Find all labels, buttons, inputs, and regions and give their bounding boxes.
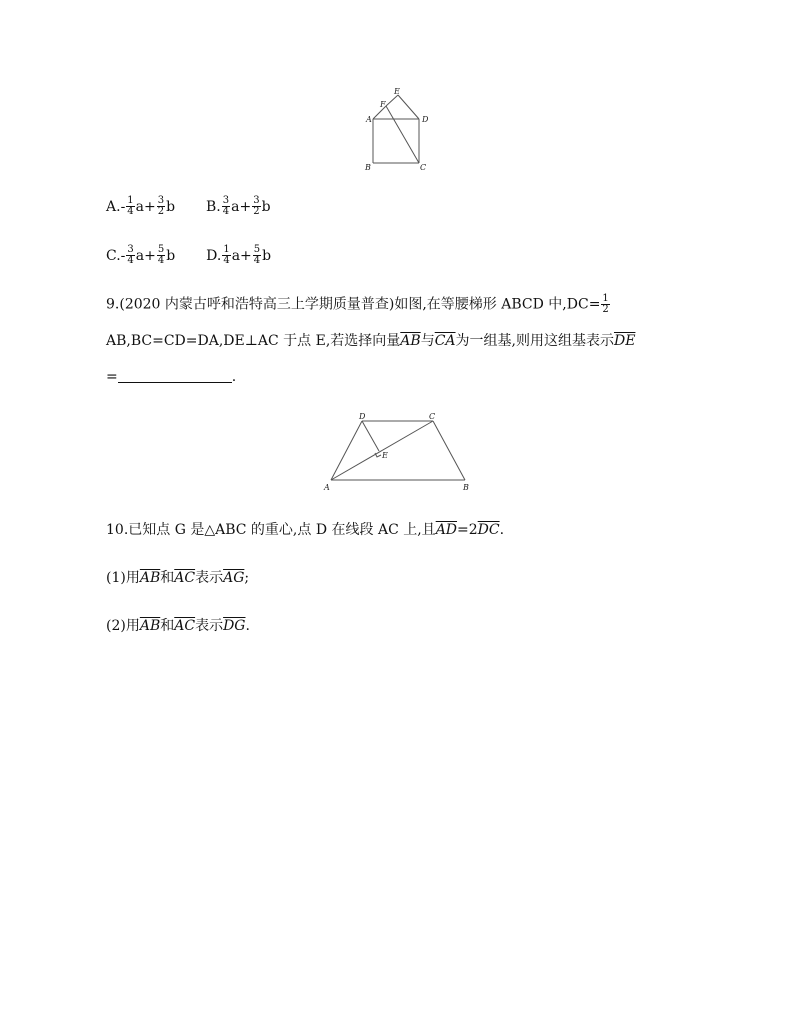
option-c: C.- $\frac{3}{4}$ a+ $\frac{5}{4}$ b xyxy=(106,244,176,266)
fraction: $\frac{3}{2}$ xyxy=(253,195,260,217)
vector-ac: $\overline{AC}$ xyxy=(174,570,196,586)
q9-line-1: 9.(2020 内蒙古呼和浩特高三上学期质量普查)如图,在等腰梯形 ABCD 中,DC= $\frac{1}{2}$ xyxy=(106,293,609,315)
edge-ed xyxy=(398,95,419,119)
fraction: $\frac{1}{4}$ xyxy=(223,244,230,266)
fraction: $\frac{3}{2}$ xyxy=(157,195,165,217)
fraction: $\frac{3}{4}$ xyxy=(127,244,134,266)
label-c: C xyxy=(420,163,427,172)
answer-blank[interactable] xyxy=(118,368,232,383)
q10-stem: 10.已知点 G 是△ABC 的重心,点 D 在线段 AC 上,且$\overline{AD}=2\overline{DC}$. xyxy=(106,522,505,538)
vector-dg: $\overline{DG}$ xyxy=(223,618,246,634)
option-a: A.- $\frac{1}{4}$ a+ $\frac{3}{2}$ b xyxy=(106,195,176,217)
fraction: $\frac{5}{4}$ xyxy=(253,244,261,266)
vector-ab: $\overline{AB}$ xyxy=(139,570,161,586)
label-d: D xyxy=(359,412,366,421)
fraction: $\frac{5}{4}$ xyxy=(157,244,165,266)
option-d: D. $\frac{1}{4}$ a+ $\frac{5}{4}$ b xyxy=(206,244,272,266)
q10-sub-1: (1)用$\overline{AB}$和$\overline{AC}$表示$\overline{AG}$; xyxy=(106,570,250,586)
vector-ag: $\overline{AG}$ xyxy=(223,570,245,586)
q9-line-3: = . xyxy=(106,369,237,385)
label-f: F xyxy=(380,100,386,109)
label-a: A xyxy=(324,483,330,492)
label-a: A xyxy=(366,115,372,124)
vector-ac: $\overline{AC}$ xyxy=(174,618,196,634)
q8-options-row-2 xyxy=(106,245,271,266)
vector-ca: $\overline{CA}$ xyxy=(434,333,456,349)
label-c: C xyxy=(429,412,436,421)
square-figure xyxy=(360,85,440,175)
edge-fe xyxy=(386,95,398,106)
vector-ab: $\overline{AB}$ xyxy=(139,618,161,634)
trapezoid-figure xyxy=(320,410,480,494)
edge-bc xyxy=(433,421,465,480)
fraction-dc: $\frac{1}{2}$ xyxy=(602,293,609,315)
label-b: B xyxy=(365,163,371,172)
label-d: D xyxy=(422,115,429,124)
label-b: B xyxy=(463,483,469,492)
q8-options-row-1 xyxy=(106,196,271,217)
fraction: $\frac{1}{4}$ xyxy=(127,195,134,217)
q9-line-2: AB,BC=CD=DA,DE⊥AC 于点 E,若选择向量$\overline{AB}$与$\overline{CA}$为一组基,则用这组基表示$\overline{DE}$ xyxy=(106,333,636,349)
label-e: E xyxy=(382,451,388,460)
label-e: E xyxy=(394,87,400,96)
vector-dc: $\overline{DC}$ xyxy=(477,522,500,538)
fraction: $\frac{3}{4}$ xyxy=(222,195,230,217)
q10-sub-2: (2)用$\overline{AB}$和$\overline{AC}$表示$\overline{DG}$. xyxy=(106,618,250,634)
vector-ad: $\overline{AD}$ xyxy=(435,522,458,538)
option-b: B. $\frac{3}{4}$ a+ $\frac{3}{2}$ b xyxy=(206,195,271,217)
vector-de: $\overline{DE}$ xyxy=(613,333,636,349)
segment-de xyxy=(362,421,379,451)
vector-ab: $\overline{AB}$ xyxy=(400,333,421,349)
edge-fc xyxy=(386,106,419,163)
